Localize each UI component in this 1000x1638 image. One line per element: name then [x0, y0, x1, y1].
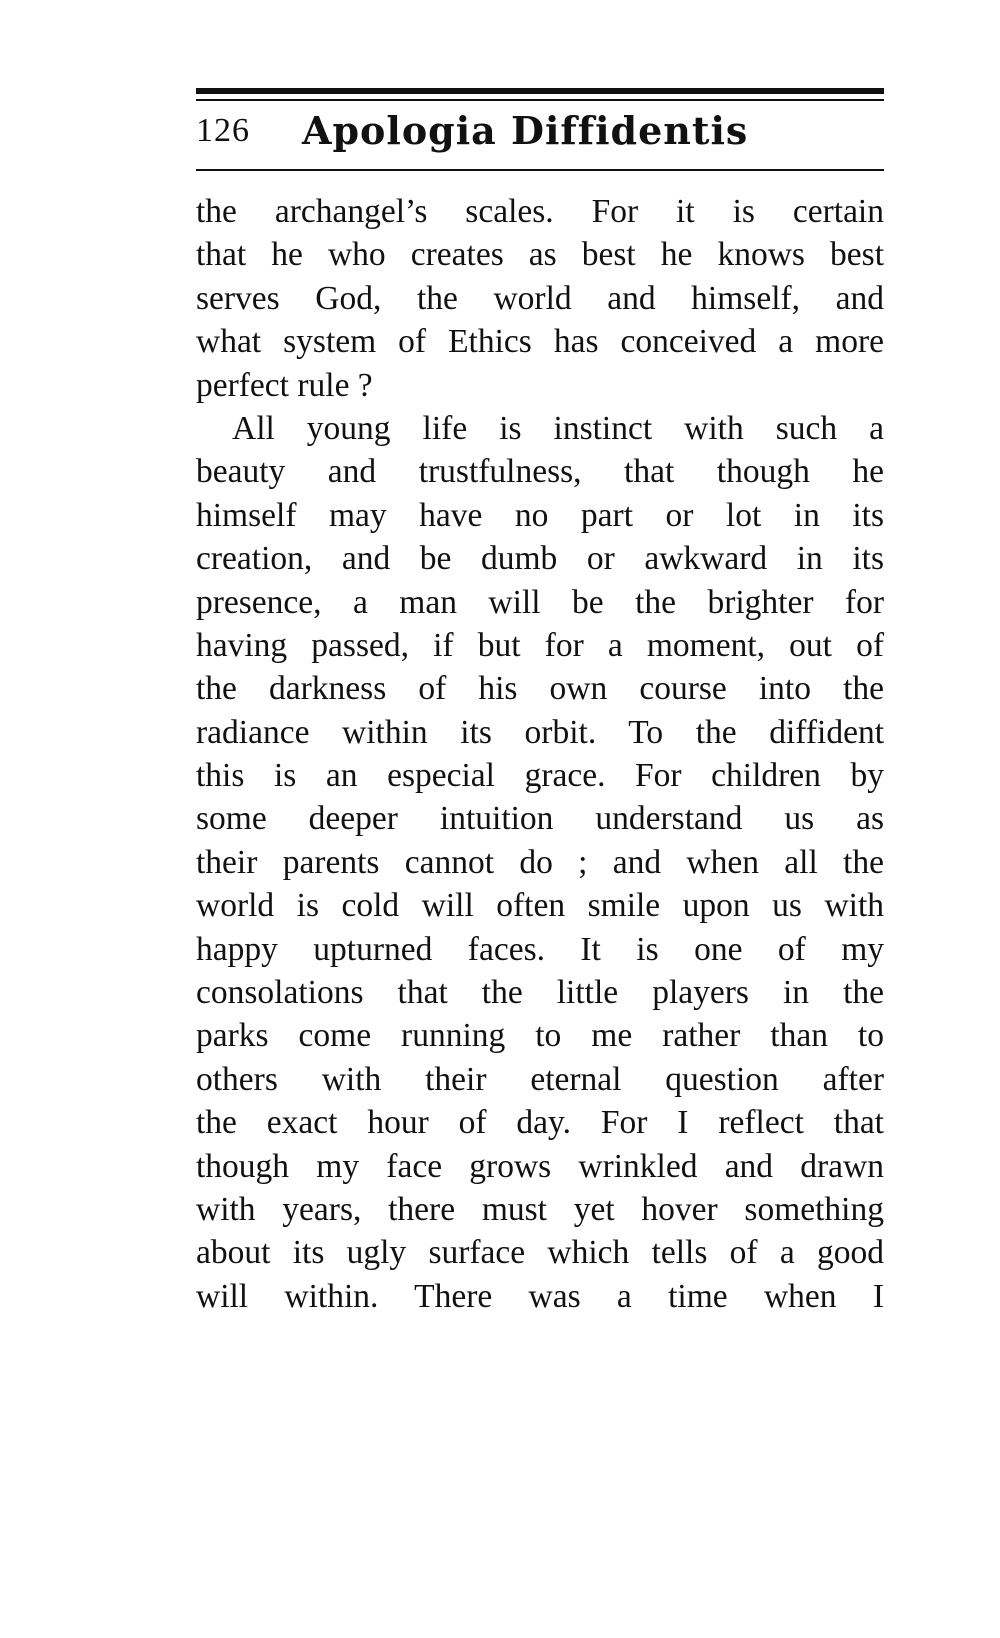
text-line: that he who creates as best he knows best	[196, 236, 884, 274]
top-rule-thick	[196, 88, 884, 94]
text-line: happy upturned faces. It is one of my	[196, 930, 884, 968]
text-line: parks come running to me rather than to	[196, 1017, 884, 1055]
running-title: Apologia Diffidentis	[302, 108, 749, 153]
page-number: 126	[196, 112, 250, 149]
top-rule-thin	[196, 99, 884, 101]
text-line: the exact hour of day. For I reflect that	[196, 1104, 884, 1142]
body-text	[196, 190, 884, 1318]
running-head	[196, 108, 884, 164]
text-line: presence, a man will be the brighter for	[196, 583, 884, 621]
text-line: creation, and be dumb or awkward in its	[196, 540, 884, 578]
text-line: radiance within its orbit. To the diffident	[196, 713, 884, 751]
text-line: serves God, the world and himself, and	[196, 279, 884, 317]
header-rule	[196, 169, 884, 171]
text-line: though my face grows wrinkled and drawn	[196, 1147, 884, 1185]
text-line: consolations that the little players in the	[196, 974, 884, 1012]
text-line: others with their eternal question after	[196, 1060, 884, 1098]
text-line: perfect rule ?	[196, 366, 373, 404]
text-line: their parents cannot do ; and when all the	[196, 843, 884, 881]
text-line: the archangel’s scales. For it is certain	[196, 193, 884, 230]
text-line: himself may have no part or lot in its	[196, 496, 884, 534]
text-line: will within. There was a time when I	[196, 1277, 884, 1315]
text-line: about its ugly surface which tells of a good	[196, 1234, 884, 1272]
text-line: beauty and trustfulness, that though he	[196, 453, 884, 491]
text-line: with years, there must yet hover something	[196, 1190, 884, 1228]
text-line: what system of Ethics has conceived a more	[196, 323, 884, 361]
text-line: having passed, if but for a moment, out of	[196, 626, 884, 664]
text-line: this is an especial grace. For children by	[196, 757, 884, 795]
text-line: some deeper intuition understand us as	[196, 800, 884, 838]
text-line-paragraph-start: All young life is instinct with such a	[232, 409, 884, 447]
text-line: world is cold will often smile upon us with	[196, 887, 884, 925]
text-line: the darkness of his own course into the	[196, 670, 884, 708]
